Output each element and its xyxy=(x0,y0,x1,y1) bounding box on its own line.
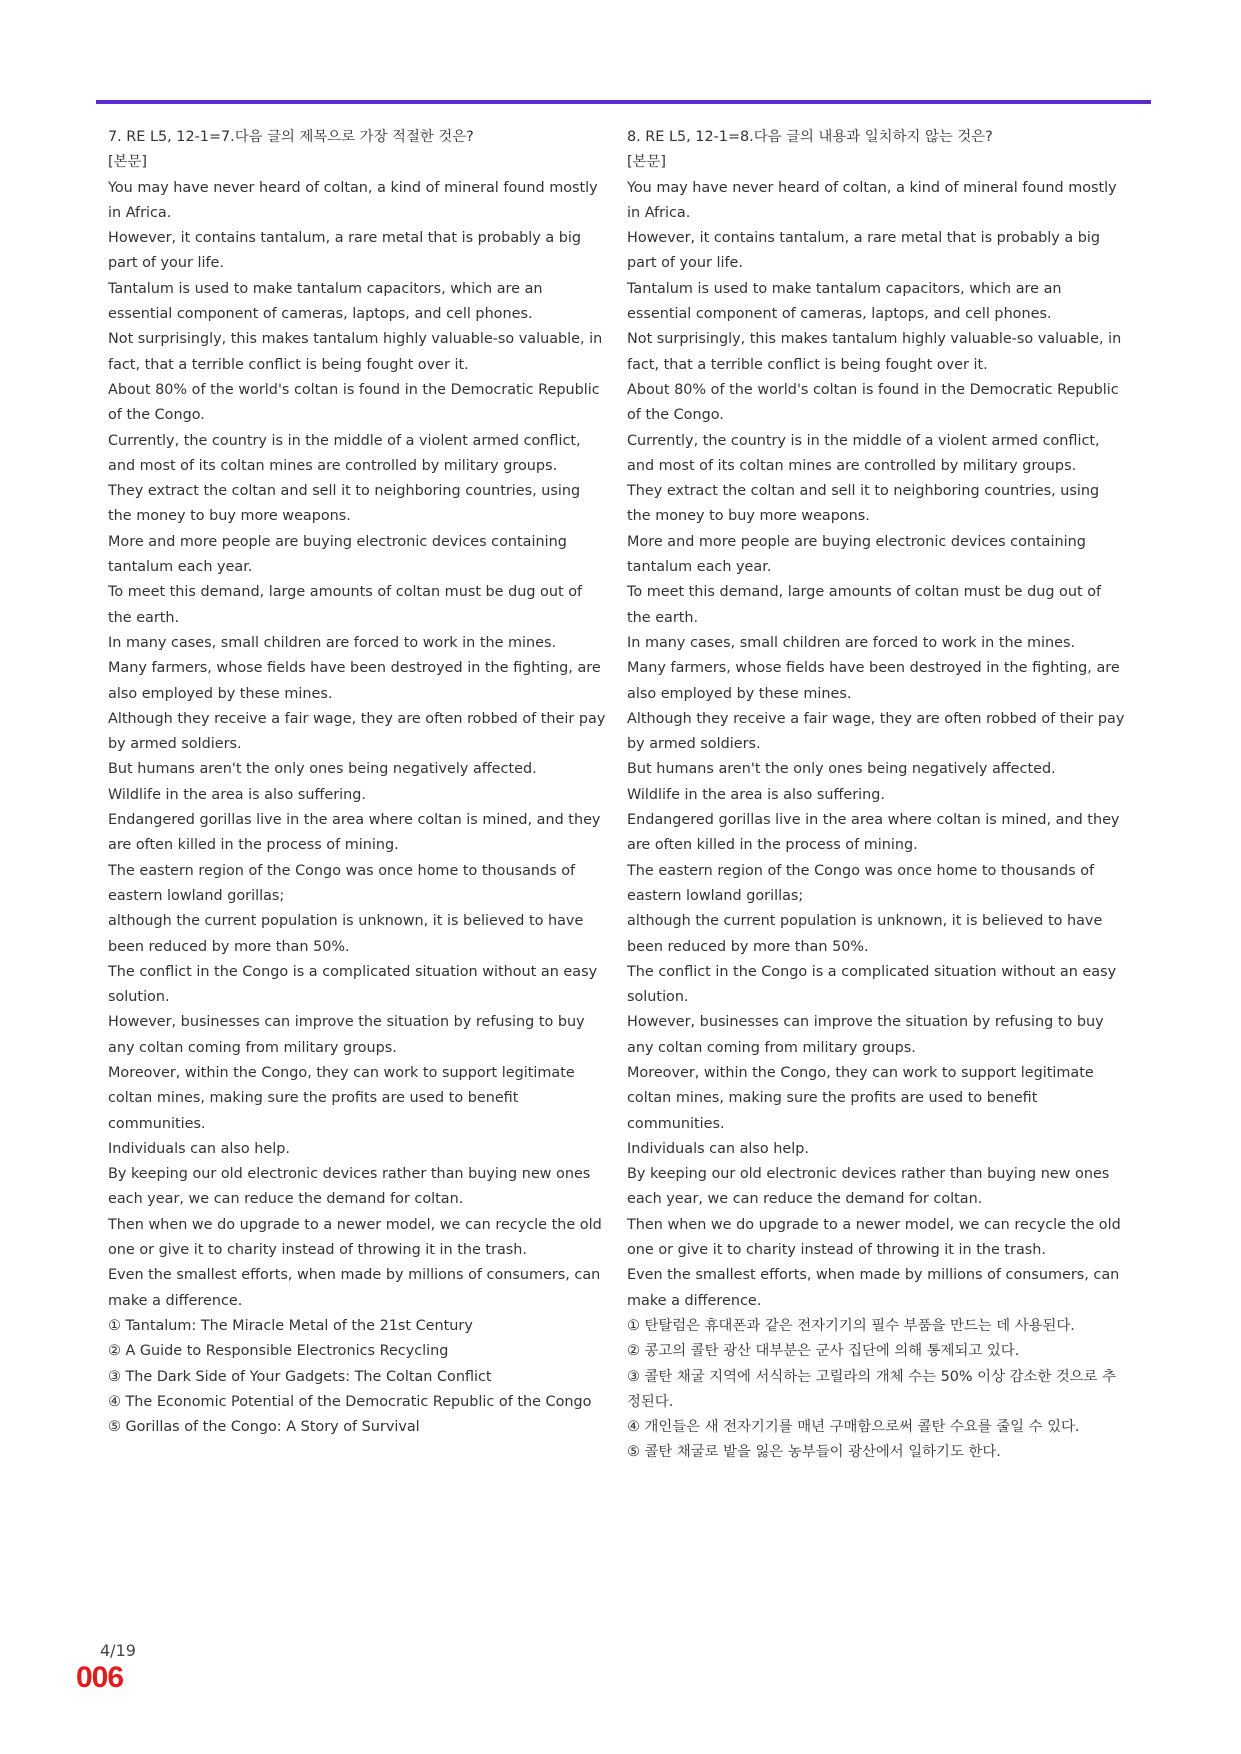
passage-sentence: Tantalum is used to make tantalum capacitors, which are an essential component of cameras, laptops, and cell phones. xyxy=(108,280,543,323)
passage-sentence: Although they receive a fair wage, they are often robbed of their pay by armed soldiers. xyxy=(108,710,606,753)
passage xyxy=(108,176,608,1314)
answer-choice: ④ 개인들은 새 전자기기를 매년 구매함으로써 콜탄 수요를 줄일 수 있다. xyxy=(627,1419,1080,1436)
passage-sentence: In many cases, small children are forced to work in the mines. xyxy=(627,634,1076,651)
passage-sentence: Many farmers, whose fields have been destroyed in the fighting, are also employed by these mines. xyxy=(627,660,1120,702)
passage-sentence: The eastern region of the Congo was once home to thousands of eastern lowland gorillas; xyxy=(108,862,576,904)
answer-choice: ⑤ 콜탄 채굴로 밭을 잃은 농부들이 광산에서 일하기도 한다. xyxy=(627,1444,1001,1461)
passage-sentence: You may have never heard of coltan, a kind of mineral found mostly in Africa. xyxy=(627,179,1117,221)
passage-sentence: However, it contains tantalum, a rare metal that is probably a big part of your life. xyxy=(108,230,582,272)
passage-sentence: although the current population is unknown, it is believed to have been reduced by more than 50%. xyxy=(108,913,584,955)
passage-sentence: Currently, the country is in the middle of a violent armed conflict, and most of its coltan mines are controlled by military groups. xyxy=(108,432,581,474)
passage-sentence: Moreover, within the Congo, they can work to support legitimate coltan mines, making sure the profits are used to benefit communities. xyxy=(627,1064,1094,1132)
passage-sentence: About 80% of the world's coltan is found in the Democratic Republic of the Congo. xyxy=(108,381,600,424)
answer-choice: ② A Guide to Responsible Electronics Recycling xyxy=(108,1343,449,1360)
passage-sentence: In many cases, small children are forced to work in the mines. xyxy=(108,634,557,651)
answer-choice: ④ The Economic Potential of the Democratic Republic of the Congo xyxy=(108,1393,592,1410)
passage-label: [본문] xyxy=(108,154,148,171)
question-8 xyxy=(627,125,1127,1466)
passage-sentence: Moreover, within the Congo, they can work to support legitimate coltan mines, making sure the profits are used to benefit communities. xyxy=(108,1064,575,1132)
passage-sentence: More and more people are buying electronic devices containing tantalum each year. xyxy=(108,533,567,576)
passage-sentence: Even the smallest efforts, when made by millions of consumers, can make a difference. xyxy=(627,1267,1120,1309)
question-header: 8. RE L5, 12-1=8.다음 글의 내용과 일치하지 않는 것은? xyxy=(627,129,993,145)
passage-sentence: About 80% of the world's coltan is found in the Democratic Republic of the Congo. xyxy=(627,381,1119,424)
passage-sentence: Wildlife in the area is also suffering. xyxy=(627,786,885,803)
answer-choices xyxy=(108,1314,608,1440)
top-divider xyxy=(96,100,1151,104)
passage-label: [본문] xyxy=(627,154,667,171)
passage-sentence: Individuals can also help. xyxy=(627,1140,809,1157)
page-number: 006 xyxy=(76,1661,124,1694)
passage-sentence: More and more people are buying electronic devices containing tantalum each year. xyxy=(627,533,1086,576)
answer-choice: ① 탄탈럼은 휴대폰과 같은 전자기기의 필수 부품을 만드는 데 사용된다. xyxy=(627,1317,1075,1334)
passage-sentence: The conflict in the Congo is a complicated situation without an easy solution. xyxy=(627,963,1117,1006)
passage-sentence: Many farmers, whose fields have been destroyed in the fighting, are also employed by these mines. xyxy=(108,660,601,702)
question-header: 7. RE L5, 12-1=7.다음 글의 제목으로 가장 적절한 것은? xyxy=(108,129,474,145)
answer-choice: ⑤ Gorillas of the Congo: A Story of Survival xyxy=(108,1419,420,1436)
passage-sentence: Although they receive a fair wage, they are often robbed of their pay by armed soldiers. xyxy=(627,710,1125,753)
passage-sentence: Even the smallest efforts, when made by millions of consumers, can make a difference. xyxy=(108,1267,601,1309)
passage-sentence: Then when we do upgrade to a newer model, we can recycle the old one or give it to charity instead of throwing it in the trash. xyxy=(627,1216,1121,1259)
passage-sentence: You may have never heard of coltan, a kind of mineral found mostly in Africa. xyxy=(108,179,598,221)
passage-sentence: But humans aren't the only ones being negatively affected. xyxy=(108,761,537,778)
answer-choice: ③ The Dark Side of Your Gadgets: The Coltan Conflict xyxy=(108,1368,492,1385)
passage-sentence: They extract the coltan and sell it to neighboring countries, using the money to buy more weapons. xyxy=(108,483,581,525)
page-count: 4/19 xyxy=(100,1641,136,1660)
passage-sentence: However, it contains tantalum, a rare metal that is probably a big part of your life. xyxy=(627,230,1101,272)
passage-sentence: Then when we do upgrade to a newer model, we can recycle the old one or give it to charity instead of throwing it in the trash. xyxy=(108,1216,602,1259)
passage-sentence: Endangered gorillas live in the area where coltan is mined, and they are often killed in the process of mining. xyxy=(627,812,1120,854)
passage-sentence: The conflict in the Congo is a complicated situation without an easy solution. xyxy=(108,963,598,1006)
passage-sentence: Wildlife in the area is also suffering. xyxy=(108,786,366,803)
passage-sentence: Not surprisingly, this makes tantalum highly valuable-so valuable, in fact, that a terrible conflict is being fought over it. xyxy=(108,331,603,373)
passage-sentence: Not surprisingly, this makes tantalum highly valuable-so valuable, in fact, that a terrible conflict is being fought over it. xyxy=(627,331,1122,373)
passage xyxy=(627,176,1127,1314)
question-7 xyxy=(108,125,608,1440)
passage-sentence: Endangered gorillas live in the area where coltan is mined, and they are often killed in the process of mining. xyxy=(108,812,601,854)
passage-sentence: The eastern region of the Congo was once home to thousands of eastern lowland gorillas; xyxy=(627,862,1095,904)
answer-choice: ③ 콜탄 채굴 지역에 서식하는 고릴라의 개체 수는 50% 이상 감소한 것으로 추정된다. xyxy=(627,1368,1117,1410)
answer-choices xyxy=(627,1314,1127,1466)
passage-sentence: Tantalum is used to make tantalum capacitors, which are an essential component of cameras, laptops, and cell phones. xyxy=(627,280,1062,323)
passage-sentence: However, businesses can improve the situation by refusing to buy any coltan coming from military groups. xyxy=(108,1014,585,1056)
passage-sentence: although the current population is unknown, it is believed to have been reduced by more than 50%. xyxy=(627,913,1103,955)
passage-sentence: By keeping our old electronic devices rather than buying new ones each year, we can reduce the demand for coltan. xyxy=(627,1166,1110,1208)
passage-sentence: They extract the coltan and sell it to neighboring countries, using the money to buy more weapons. xyxy=(627,483,1100,525)
passage-sentence: However, businesses can improve the situation by refusing to buy any coltan coming from military groups. xyxy=(627,1014,1104,1056)
answer-choice: ② 콩고의 콜탄 광산 대부분은 군사 집단에 의해 통제되고 있다. xyxy=(627,1343,1020,1360)
passage-sentence: To meet this demand, large amounts of coltan must be dug out of the earth. xyxy=(627,584,1102,626)
answer-choice: ① Tantalum: The Miracle Metal of the 21st Century xyxy=(108,1317,473,1334)
passage-sentence: To meet this demand, large amounts of coltan must be dug out of the earth. xyxy=(108,584,583,626)
passage-sentence: By keeping our old electronic devices rather than buying new ones each year, we can reduce the demand for coltan. xyxy=(108,1166,591,1208)
passage-sentence: Individuals can also help. xyxy=(108,1140,290,1157)
passage-sentence: Currently, the country is in the middle of a violent armed conflict, and most of its coltan mines are controlled by military groups. xyxy=(627,432,1100,474)
passage-sentence: But humans aren't the only ones being negatively affected. xyxy=(627,761,1056,778)
